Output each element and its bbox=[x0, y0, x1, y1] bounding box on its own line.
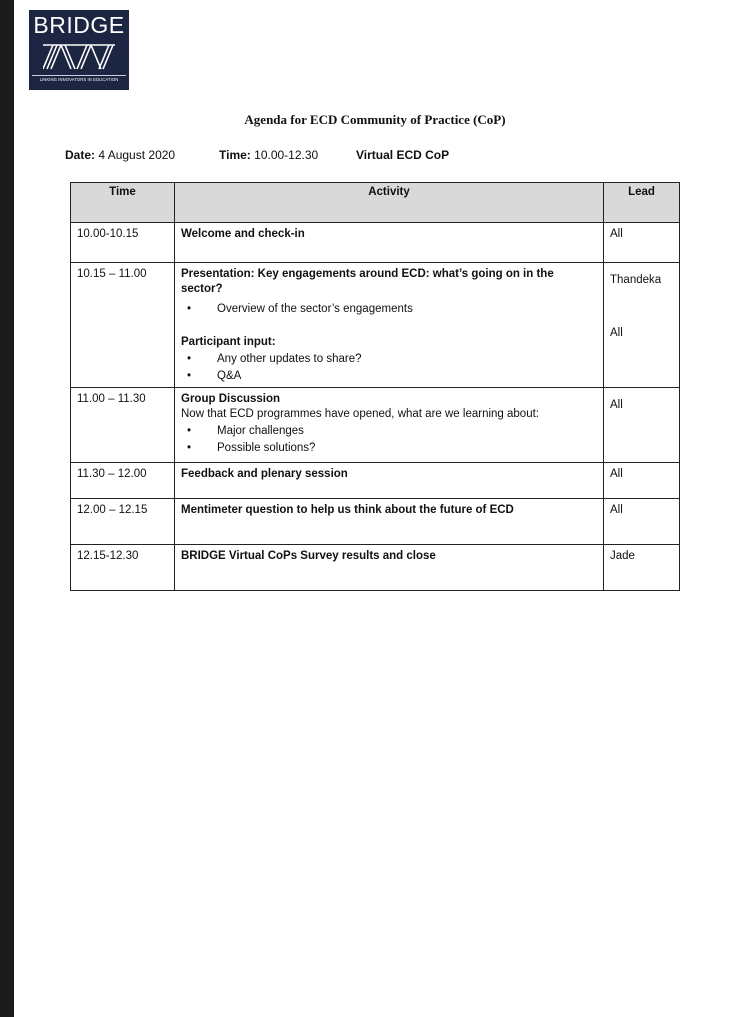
agenda-table bbox=[70, 182, 680, 591]
row-lead-cell bbox=[604, 263, 680, 388]
date-value: 4 August 2020 bbox=[98, 148, 176, 162]
date-label: Date: bbox=[65, 148, 96, 162]
meta-time bbox=[219, 148, 318, 162]
header-lead: Lead bbox=[604, 183, 680, 223]
row-time: 12.15-12.30 bbox=[71, 545, 175, 591]
table-row bbox=[71, 263, 680, 388]
list-item: • Overview of the sector’s engagements bbox=[181, 302, 597, 317]
row-activity: Mentimeter question to help us think about the future of ECD bbox=[175, 499, 604, 545]
row-activity-cell bbox=[175, 263, 604, 388]
table-header-row bbox=[71, 183, 680, 223]
bridge-logo bbox=[29, 10, 129, 90]
row-time: 10.15 – 11.00 bbox=[71, 263, 175, 388]
row-activity: BRIDGE Virtual CoPs Survey results and close bbox=[175, 545, 604, 591]
time-value: 10.00-12.30 bbox=[254, 148, 319, 162]
row-activity: Presentation: Key engagements around ECD: what’s going on in the sector? bbox=[181, 268, 554, 295]
row-lead-secondary: All bbox=[610, 327, 623, 339]
table-row bbox=[71, 545, 680, 591]
row-activity: Group Discussion bbox=[181, 393, 281, 405]
row-lead: All bbox=[604, 463, 680, 499]
row-time: 11.00 – 11.30 bbox=[71, 388, 175, 463]
logo-wordmark: BRIDGE bbox=[33, 12, 125, 38]
row-lead-cell bbox=[604, 388, 680, 463]
meta-venue: Virtual ECD CoP bbox=[356, 148, 450, 162]
header-activity: Activity bbox=[175, 183, 604, 223]
group-discussion-intro: Now that ECD programmes have opened, what are we learning about: bbox=[181, 408, 539, 420]
list-item: • Any other updates to share? bbox=[181, 352, 597, 367]
table-row bbox=[71, 223, 680, 263]
list-item: • Q&A bbox=[181, 369, 597, 384]
logo-mark-icon bbox=[43, 44, 115, 70]
row-lead: All bbox=[604, 223, 680, 263]
list-item: • Major challenges bbox=[181, 424, 597, 439]
time-label: Time: bbox=[219, 148, 251, 162]
document-page bbox=[14, 0, 750, 1017]
table-row bbox=[71, 463, 680, 499]
row-lead: Thandeka bbox=[610, 274, 662, 286]
row-time: 10.00-10.15 bbox=[71, 223, 175, 263]
row-activity-cell bbox=[175, 388, 604, 463]
row-activity: Feedback and plenary session bbox=[175, 463, 604, 499]
agenda-title: Agenda for ECD Community of Practice (CoP) bbox=[244, 112, 506, 127]
header-time: Time bbox=[71, 183, 175, 223]
row-time: 12.00 – 12.15 bbox=[71, 499, 175, 545]
row-lead: All bbox=[610, 399, 623, 411]
meta-date bbox=[65, 148, 175, 162]
participant-input-heading: Participant input: bbox=[181, 336, 276, 348]
row-time: 11.30 – 12.00 bbox=[71, 463, 175, 499]
logo-tagline: LINKING INNOVATORS IN EDUCATION bbox=[32, 75, 126, 82]
list-item: • Possible solutions? bbox=[181, 441, 597, 456]
table-row bbox=[71, 388, 680, 463]
table-row bbox=[71, 499, 680, 545]
row-activity: Welcome and check-in bbox=[175, 223, 604, 263]
row-lead: All bbox=[604, 499, 680, 545]
row-lead: Jade bbox=[604, 545, 680, 591]
